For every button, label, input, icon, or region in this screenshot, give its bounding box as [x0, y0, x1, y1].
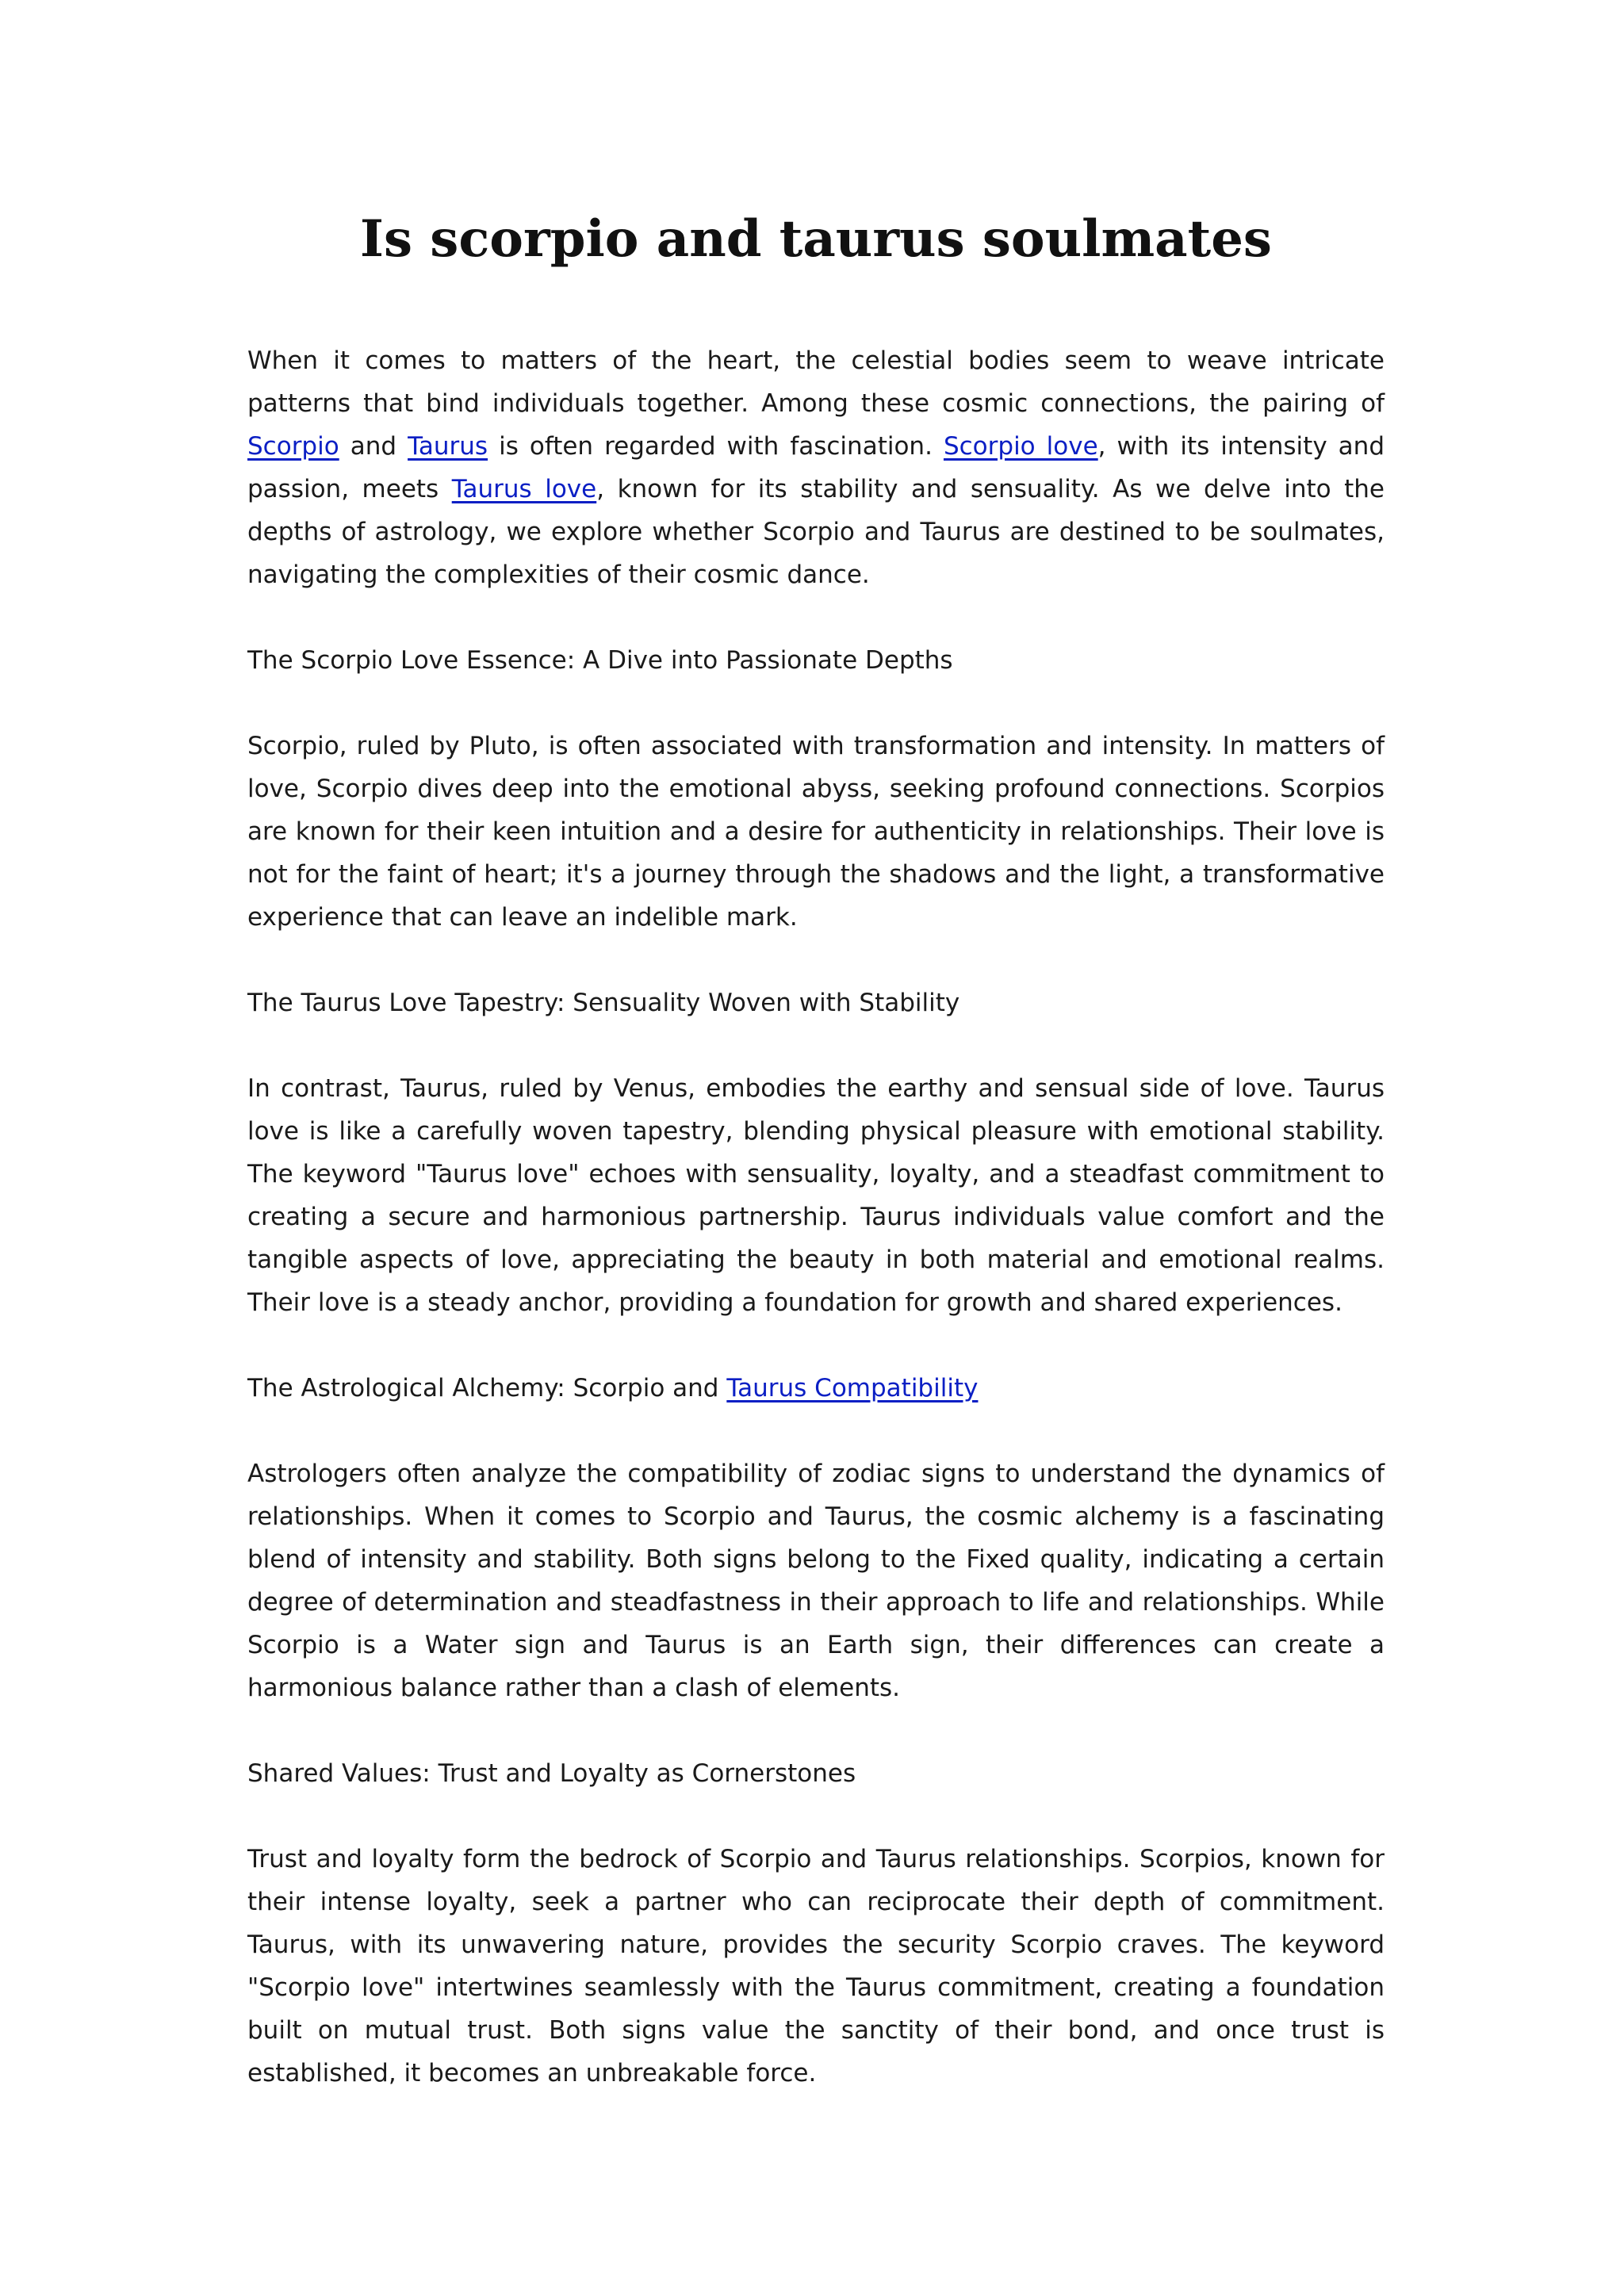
intro-text-3: is often regarded with fascination. — [488, 432, 944, 461]
taurus-love-link[interactable]: Taurus love — [451, 475, 597, 503]
scorpio-love-link[interactable]: Scorpio love — [943, 432, 1098, 461]
taurus-compatibility-link[interactable]: Taurus Compatibility — [726, 1374, 979, 1402]
intro-text-5: , known for its stability and sensuality. As we delve into the depths of astrology, we explore whether Scorpio and Taurus are destined to be soulmates, navigating the complexities of their cosmic dance. — [247, 475, 1385, 589]
intro-text-1: When it comes to matters of the heart, the celestial bodies seem to weave intricate patterns that bind individuals together. Among these cosmic connections, the pairing of — [247, 346, 1385, 418]
intro-paragraph — [247, 339, 1385, 596]
paragraph-compatibility: Astrologers often analyze the compatibility of zodiac signs to understand the dynamics of relationships. When it comes to Scorpio and Taurus, the cosmic alchemy is a fascinating blend of intensity and stability. Both signs belong to the Fixed quality, indicating a certain degree of determination and steadfastness in their approach to life and relationships. While Scorpio is a Water sign and Taurus is an Earth sign, their differences can create a harmonious balance rather than a clash of elements. — [247, 1460, 1385, 1702]
scorpio-link[interactable]: Scorpio — [247, 432, 339, 461]
document-page — [247, 208, 1385, 2137]
section-heading-scorpio-love: The Scorpio Love Essence: A Dive into Passionate Depths — [247, 646, 953, 675]
taurus-link[interactable]: Taurus — [408, 432, 488, 461]
section-heading-compatibility — [247, 1367, 1385, 1410]
page-title: Is scorpio and taurus soulmates — [360, 209, 1272, 269]
paragraph-scorpio-love: Scorpio, ruled by Pluto, is often associated with transformation and intensity. In matters of love, Scorpio dives deep into the emotional abyss, seeking profound connections. Scorpios are known for their keen intuition and a desire for authenticity in relationships. Their love is not for the faint of heart; it's a journey through the shadows and the light, a transformative experience that can leave an indelible mark. — [247, 732, 1385, 932]
paragraph-taurus-love: In contrast, Taurus, ruled by Venus, embodies the earthy and sensual side of love. Taurus love is like a carefully woven tapestry, blending physical pleasure with emotional stability. The keyword "Taurus love" echoes with sensuality, loyalty, and a steadfast commitment to creating a secure and harmonious partnership. Taurus individuals value comfort and the tangible aspects of love, appreciating the beauty in both material and emotional realms. Their love is a steady anchor, providing a foundation for growth and shared experiences. — [247, 1074, 1385, 1317]
intro-text-2: and — [339, 432, 408, 461]
intro-text-4: , with its intensity and passion, meets — [247, 432, 1385, 503]
section-heading-shared-values: Shared Values: Trust and Loyalty as Cornerstones — [247, 1759, 856, 1788]
paragraph-shared-values: Trust and loyalty form the bedrock of Scorpio and Taurus relationships. Scorpios, known for their intense loyalty, seek a partner who can reciprocate their depth of commitment. Taurus, with its unwavering nature, provides the security Scorpio craves. The keyword "Scorpio love" intertwines seamlessly with the Taurus commitment, creating a foundation built on mutual trust. Both signs value the sanctity of their bond, and once trust is established, it becomes an unbreakable force. — [247, 1845, 1385, 2087]
section-heading-taurus-love: The Taurus Love Tapestry: Sensuality Woven with Stability — [247, 989, 960, 1017]
heading-compatibility-text: The Astrological Alchemy: Scorpio and — [247, 1374, 727, 1402]
